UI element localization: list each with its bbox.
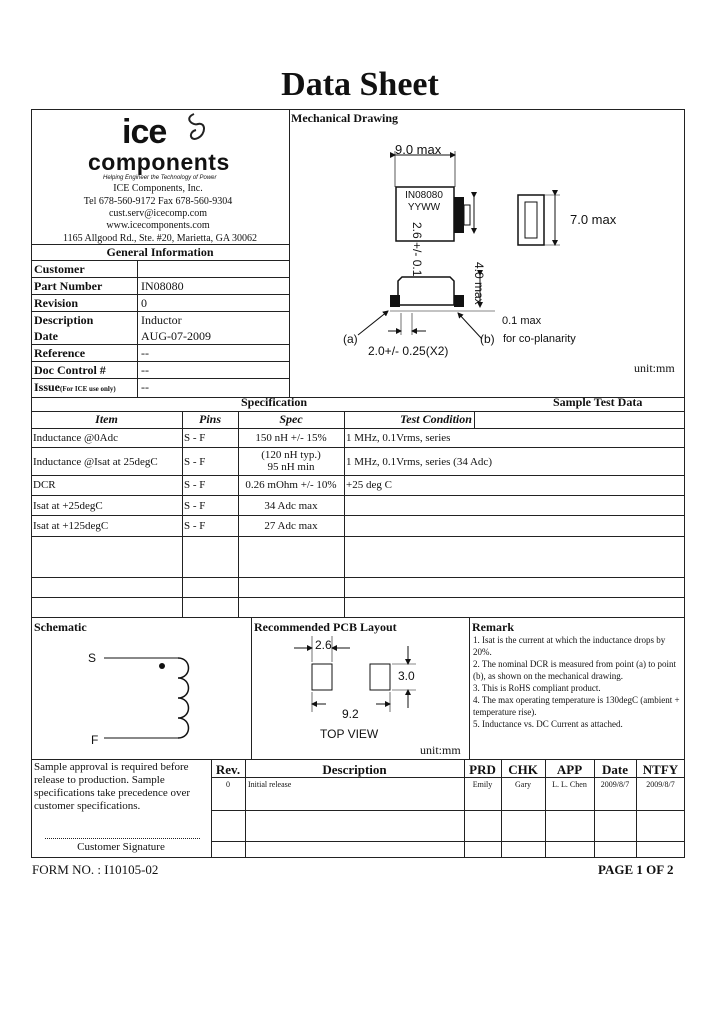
header-ntfy: NTFY	[642, 762, 679, 777]
value-part-number: IN08080	[141, 279, 184, 293]
form-number: FORM NO. : I10105-02	[32, 862, 159, 877]
label-reference: Reference	[34, 346, 86, 360]
label-point-a: (a)	[343, 332, 358, 346]
list-item: 5. Inductance vs. DC Current as attached.	[473, 719, 623, 729]
company-phone: Tel 678-560-9172 Fax 678-560-9304	[83, 196, 233, 207]
value-revision: 0	[141, 296, 147, 310]
schematic-title: Schematic	[34, 620, 87, 634]
label-part-number: Part Number	[34, 279, 103, 293]
table-row: DCR	[33, 479, 56, 491]
table-row: Isat at +125degC	[33, 520, 109, 532]
pcb-view-label: TOP VIEW	[320, 727, 379, 741]
value-reference: --	[141, 346, 149, 360]
list-item: 1. Isat is the current at which the inductance drops by 20%.	[473, 635, 666, 657]
label-customer: Customer	[34, 262, 85, 276]
mechanical-drawing-title: Mechanical Drawing	[291, 111, 398, 125]
label-date: Date	[34, 329, 58, 343]
spec-title: Specification	[241, 395, 307, 409]
general-info-title: General Information	[106, 245, 214, 259]
company-web: www.icecomponents.com	[106, 220, 210, 231]
dim-thickness: 2.6 +/- 0.1	[410, 222, 424, 277]
customer-signature: Customer Signature	[77, 841, 165, 853]
logo-word-ice: ice	[122, 113, 167, 151]
header-test-condition: Test Condition	[400, 412, 472, 426]
dim-width: 9.0 max	[395, 142, 442, 157]
schematic-pin-f: F	[91, 733, 99, 747]
mechanical-drawing	[290, 125, 685, 365]
header-spec: Spec	[279, 412, 303, 426]
label-point-b: (b)	[480, 332, 495, 346]
schematic-pin-s: S	[88, 651, 97, 665]
header-chk: CHK	[508, 762, 538, 777]
coplanarity-text: for co-planarity	[503, 333, 576, 345]
pcb-pad-width: 2.6	[315, 638, 332, 652]
list-item: 2. The nominal DCR is measured from point (a) to point (b), as shown on the mechanical drawing.	[473, 659, 677, 681]
pcb-pad-height: 3.0	[398, 669, 415, 683]
value-doc-control: --	[141, 363, 149, 377]
terminal-dim: 2.0+/- 0.25(X2)	[368, 344, 449, 358]
list-item: 4. The max operating temperature is 130degC (ambient + temperature rise).	[473, 695, 680, 717]
dim-side-height: 4.0 max	[472, 262, 486, 305]
table-row: Inductance @Isat at 25degC	[33, 456, 158, 468]
pcb-unit: unit:mm	[420, 743, 461, 757]
table-row: Isat at +25degC	[33, 500, 103, 512]
label-issue: Issue(For ICE use only)	[34, 380, 116, 394]
page-number: PAGE 1 OF 2	[598, 862, 674, 877]
mechanical-unit: unit:mm	[634, 361, 675, 375]
value-description: Inductor	[141, 313, 182, 327]
header-rev: Rev.	[215, 762, 241, 777]
label-doc-control: Doc Control #	[34, 363, 106, 377]
header-prd: PRD	[469, 762, 496, 777]
logo-word-components: components	[88, 149, 230, 175]
header-date: Date	[602, 762, 628, 777]
list-item: 3. This is RoHS compliant product.	[473, 683, 601, 693]
company-address: 1165 Allgood Rd., Ste. #20, Marietta, GA 30062	[62, 233, 258, 244]
company-email: cust.serv@icecomp.com	[108, 208, 208, 219]
remark-list	[473, 634, 683, 730]
header-item: Item	[95, 412, 118, 426]
dim-height: 7.0 max	[570, 212, 617, 227]
logo-tagline: Helping Engineer the Technology of Power	[103, 175, 217, 181]
sample-test-title: Sample Test Data	[553, 395, 643, 409]
logo-swirl-icon	[180, 110, 214, 152]
value-issue: --	[141, 380, 149, 394]
inductor-coil-icon	[98, 650, 198, 746]
coplanarity-value: 0.1 max	[502, 315, 542, 327]
table-row: Inductance @0Adc	[33, 432, 118, 444]
label-description: Description	[34, 313, 94, 327]
remark-title: Remark	[472, 620, 514, 634]
header-description: Description	[322, 762, 387, 777]
header-app: APP	[556, 762, 583, 777]
table-row: 0	[226, 780, 230, 789]
page-title: Data Sheet	[281, 66, 439, 103]
approval-note: Sample approval is required before release to production. Sample specifications take precedence over customer specifications.	[34, 761, 191, 812]
value-date: AUG-07-2009	[141, 329, 211, 343]
pcb-layout-title: Recommended PCB Layout	[254, 620, 397, 634]
company-name: ICE Components, Inc.	[113, 183, 203, 194]
header-pins: Pins	[198, 412, 221, 426]
part-marking: IN08080 YYWW	[405, 190, 443, 213]
pcb-span: 9.2	[342, 707, 359, 721]
label-revision: Revision	[34, 296, 79, 310]
